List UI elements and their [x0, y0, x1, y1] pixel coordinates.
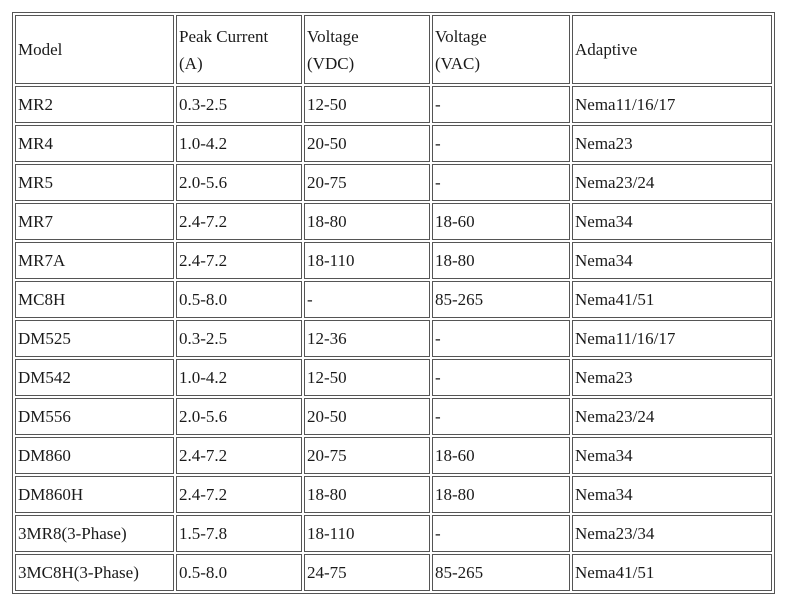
cell-model: MR7A	[15, 242, 174, 279]
cell-peak-current: 1.5-7.8	[176, 515, 302, 552]
table-row	[15, 398, 772, 435]
cell-adaptive: Nema41/51	[572, 554, 772, 591]
cell-peak-current: 1.0-4.2	[176, 125, 302, 162]
cell-voltage-dc: 18-110	[304, 242, 430, 279]
cell-voltage-ac: 18-80	[432, 242, 570, 279]
cell-model: 3MC8H(3-Phase)	[15, 554, 174, 591]
cell-voltage-ac: 85-265	[432, 281, 570, 318]
cell-voltage-ac: -	[432, 359, 570, 396]
cell-adaptive: Nema11/16/17	[572, 86, 772, 123]
cell-peak-current: 2.4-7.2	[176, 476, 302, 513]
cell-adaptive: Nema34	[572, 203, 772, 240]
cell-model: DM542	[15, 359, 174, 396]
header-voltage-ac-label: Voltage	[435, 26, 487, 46]
cell-model: MC8H	[15, 281, 174, 318]
cell-adaptive: Nema23/24	[572, 164, 772, 201]
cell-peak-current: 2.0-5.6	[176, 398, 302, 435]
cell-adaptive: Nema34	[572, 476, 772, 513]
cell-adaptive: Nema23/24	[572, 398, 772, 435]
cell-model: MR2	[15, 86, 174, 123]
cell-adaptive: Nema41/51	[572, 281, 772, 318]
cell-voltage-dc: 20-50	[304, 398, 430, 435]
cell-voltage-ac: 18-80	[432, 476, 570, 513]
table-header	[15, 15, 772, 84]
table-row	[15, 242, 772, 279]
cell-model: DM525	[15, 320, 174, 357]
cell-voltage-ac: 18-60	[432, 437, 570, 474]
table-row	[15, 320, 772, 357]
cell-voltage-dc: 18-80	[304, 476, 430, 513]
cell-model: MR7	[15, 203, 174, 240]
cell-voltage-ac: 85-265	[432, 554, 570, 591]
table-row	[15, 515, 772, 552]
header-adaptive	[572, 15, 772, 84]
cell-model: MR5	[15, 164, 174, 201]
table-row	[15, 203, 772, 240]
cell-peak-current: 0.3-2.5	[176, 86, 302, 123]
header-peak-current	[176, 15, 302, 84]
header-peak-current-unit: (A)	[179, 53, 203, 73]
cell-model: DM860H	[15, 476, 174, 513]
header-row	[15, 15, 772, 84]
cell-voltage-ac: -	[432, 320, 570, 357]
cell-peak-current: 0.5-8.0	[176, 554, 302, 591]
cell-voltage-ac: 18-60	[432, 203, 570, 240]
cell-peak-current: 2.0-5.6	[176, 164, 302, 201]
cell-voltage-dc: 12-36	[304, 320, 430, 357]
header-peak-current-label: Peak Current	[179, 26, 269, 46]
cell-peak-current: 2.4-7.2	[176, 437, 302, 474]
cell-adaptive: Nema34	[572, 242, 772, 279]
table-row	[15, 281, 772, 318]
cell-model: DM860	[15, 437, 174, 474]
cell-peak-current: 1.0-4.2	[176, 359, 302, 396]
header-voltage-ac-unit: (VAC)	[435, 53, 481, 73]
cell-voltage-dc: 20-75	[304, 164, 430, 201]
header-voltage-dc	[304, 15, 430, 84]
cell-voltage-dc: 24-75	[304, 554, 430, 591]
header-adaptive-label: Adaptive	[575, 40, 638, 59]
cell-adaptive: Nema23	[572, 125, 772, 162]
header-voltage-dc-unit: (VDC)	[307, 53, 355, 73]
cell-model: MR4	[15, 125, 174, 162]
cell-voltage-dc: 12-50	[304, 86, 430, 123]
table-row	[15, 125, 772, 162]
table-row	[15, 476, 772, 513]
cell-model: 3MR8(3-Phase)	[15, 515, 174, 552]
table-row	[15, 86, 772, 123]
cell-voltage-dc: 20-75	[304, 437, 430, 474]
cell-peak-current: 2.4-7.2	[176, 242, 302, 279]
cell-peak-current: 0.3-2.5	[176, 320, 302, 357]
header-voltage-dc-label: Voltage	[307, 26, 359, 46]
cell-voltage-dc: -	[304, 281, 430, 318]
cell-voltage-ac: -	[432, 125, 570, 162]
table-body	[15, 86, 772, 591]
cell-peak-current: 0.5-8.0	[176, 281, 302, 318]
cell-adaptive: Nema23	[572, 359, 772, 396]
cell-adaptive: Nema34	[572, 437, 772, 474]
table-row	[15, 359, 772, 396]
cell-peak-current: 2.4-7.2	[176, 203, 302, 240]
cell-voltage-dc: 12-50	[304, 359, 430, 396]
driver-spec-table	[12, 12, 775, 594]
header-model-label: Model	[18, 40, 63, 59]
cell-voltage-dc: 20-50	[304, 125, 430, 162]
cell-adaptive: Nema11/16/17	[572, 320, 772, 357]
header-model	[15, 15, 174, 84]
header-voltage-ac	[432, 15, 570, 84]
cell-voltage-ac: -	[432, 515, 570, 552]
cell-voltage-dc: 18-110	[304, 515, 430, 552]
cell-voltage-ac: -	[432, 398, 570, 435]
table-row	[15, 164, 772, 201]
cell-voltage-ac: -	[432, 86, 570, 123]
cell-adaptive: Nema23/34	[572, 515, 772, 552]
table-row	[15, 437, 772, 474]
table-row	[15, 554, 772, 591]
cell-voltage-ac: -	[432, 164, 570, 201]
cell-model: DM556	[15, 398, 174, 435]
cell-voltage-dc: 18-80	[304, 203, 430, 240]
